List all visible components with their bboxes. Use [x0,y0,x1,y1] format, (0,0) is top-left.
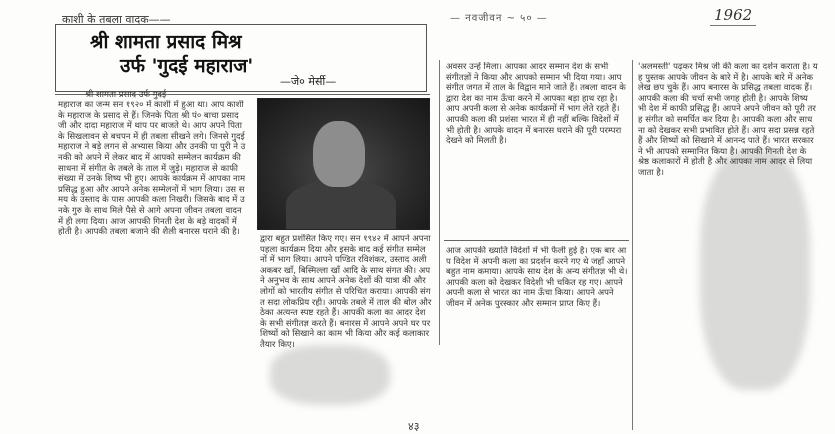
handwritten-year: 1962 [710,6,756,26]
byline: श्री शामता प्रसाद उर्फ गुदई [85,90,167,100]
scan-smudge [270,345,390,405]
portrait-photo [257,98,430,230]
column-2-text: द्वारा बहुत प्रशंसित किए गए। सन १९४२ में आपने अपना पहला कार्यक्रम दिया और इसके बाद कई संगीत सम्मेलनों में भाग लिया। आपने पण्डित रविशंकर, उस्ताद अली अकबर खाँ, बिस्मिल्ला खाँ आदि के साथ संगत की। अपने अनुभव के साथ आपने अनेक देशों की यात्रा की और लोगों को भारतीय संगीत से परिचित कराया। आपकी संगत सदा लोकप्रिय रही। आपके तबले में ताल की बोल और ठेका अत्यन्त स्पष्ट रहते हैं। आपकी कला का आदर देश के सभी संगीतज्ञ करते हैं। बनारस में आपने अपने घर पर शिष्यों को सिखाने का काम भी किया और कई कलाकार तैयार किए। [260,234,432,350]
article-author: —जे० मेर्सी— [280,75,337,88]
article-title-line2: उर्फ 'गुदई महाराज' [120,55,254,77]
photo-face [313,121,365,187]
column-divider-2 [632,60,633,430]
column-divider-1 [439,60,440,345]
column-3-text: अवसर उन्हें मिला। आपका आदर सम्मान देश के सभी संगीतज्ञों ने किया और आपको सम्मान भी दिया गया। आप संगीत जगत में ताल के विद्वान माने जाते हैं। तबला वादन के द्वारा देश का नाम ऊँचा करने में आपका बड़ा हाथ रहा है। आप अपनी कला से अनेक कार्यक्रमों में भाग लेते रहते हैं। आपकी कला की प्रशंसा भारत में ही नहीं बल्कि विदेशों में भी होती है। आपके वादन में बनारस घराने की पूरी परम्परा देखने को मिलती है। [446,62,626,147]
page-number: ४३ [408,420,420,433]
column-1-text: महाराज का जन्म सन १९२० में काशी में हुआ था। आप काशी के महाराज के प्रसाद से हैं। जिनके पिता श्री पं० बाचा प्रसाद जी और दादा महाराज में थाप पर बाजते थे। आप अपने पिता के सिखलावन से बचपन में ही तबला सीखने लगे। जिनसे गुदई महाराज ने बड़े लगन से अभ्यास किया और उनकी पा पुरी ने उनकी को अपने में लेकर बाद में आपको सम्मेलन कार्यक्रम की साधना में संगीत के तबले के ताल में जुड़े। महाराज से काफी संख्या में उनके शिष्य भी हुए। आपके कार्यक्रम में आपका नाम प्रसिद्ध हुआ और आपने अनेक सम्मेलनों में भाग लिया। उस समय के उस्ताद के पास आपकी कला निखरी। जिसके बाद में उनके गुरु के साथ मिले पैसे से आगे अपना जीवन तबला वादन में ही लगा दिया। आज आपकी गिनती देश के बड़े वादकों में होती है। आपकी तबला बजाने की शैली बनारस घराने की है। [58,100,246,238]
publication-reference: — नवजीवन ~ ५० — [450,13,548,24]
section-divider [444,240,629,241]
article-title-line1: श्री शामता प्रसाद मिश्र [90,31,242,53]
column-4-text: आज आपकी ख्याति विदेशों में भी फैली हुई है। एक बार आप विदेश में अपनी कला का प्रदर्शन करने गए थे जहाँ आपने बहुत नाम कमाया। आपके साथ देश के अन्य संगीतज्ञ भी थे। आपकी कला को देखकर विदेशी भी चकित रह गए। आपने अपनी कला से भारत का नाम ऊँचा किया। आपने अपने जीवन में अनेक पुरस्कार और सम्मान प्राप्त किए हैं। [446,246,628,309]
column-5-text: 'अलमस्ती' पढ़कर मिश्र जी की कला का दर्शन कराता है। यह पुस्तक आपके जीवन के बारे में है। आपके बारे में अनेक लेख छप चुके हैं। आप बनारस के प्रसिद्ध तबला वादक हैं। आपकी कला की चर्चा सभी जगह होती है। आपके शिष्य भी देश में काफी प्रसिद्ध हैं। आपने अपने जीवन को पूरी तरह संगीत को समर्पित कर दिया है। आपकी कला और साधना को देखकर सभी प्रभावित होते हैं। आप सदा प्रसन्न रहते हैं और शिष्यों को सिखाने में आनन्द पाते हैं। भारत सरकार ने भी आपको सम्मानित किया है। आपकी गिनती देश के श्रेष्ठ कलाकारों में होती है और आपका नाम आदर से लिया जाता है। [638,62,818,178]
scan-smudge [700,150,810,390]
article-kicker: काशी के तबला वादक—— [62,13,171,26]
